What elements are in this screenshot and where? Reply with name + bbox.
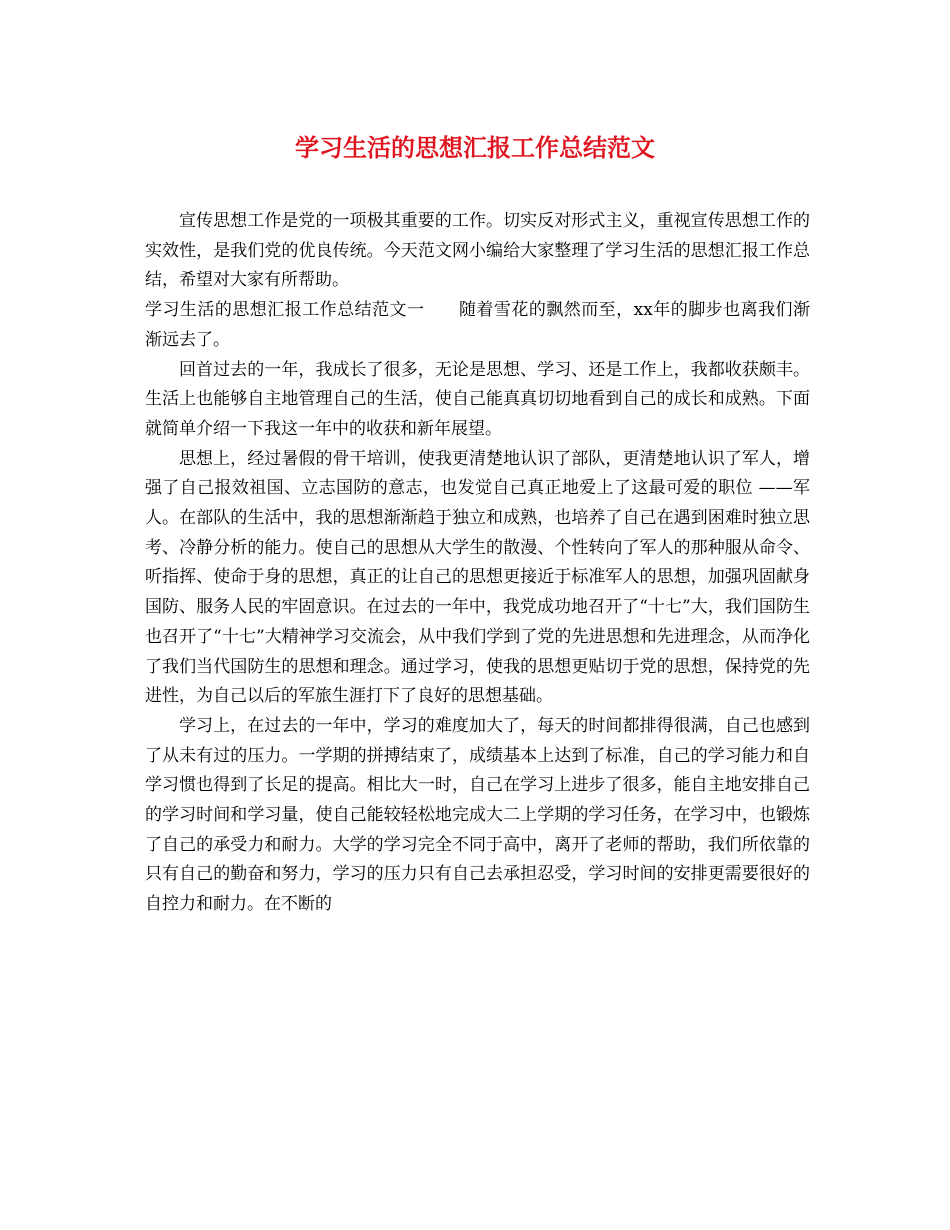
paragraph-review: 回首过去的一年，我成长了很多，无论是思想、学习、还是工作上，我都收获颇丰。生活上也能够自主地管理自己的生活，使自己能真真切切地看到自己的成长和成熟。下面就简单介绍一下我这一年中的收获和新年展望。: [145, 359, 810, 439]
paragraph-study: 学习上，在过去的一年中，学习的难度加大了，每天的时间都排得很满，自己也感到了从未有过的压力。一学期的拼搏结束了，成绩基本上达到了标准，自己的学习能力和自学习惯也得到了长足的提高。相比大一时，自己在学习上进步了很多，能自主地安排自己的学习时间和学习量，使自己能较轻松地完成大二上学期的学习任务，在学习中，也锻炼了自己的承受力和耐力。大学的学习完全不同于高中，离开了老师的帮助，我们所依靠的只有自己的勤奋和努力，学习的压力只有自己去承担忍受，学习时间的安排更需要很好的自控力和耐力。在不断的: [145, 715, 810, 915]
section-opening-text: 随着雪花的飘然而至，xx年的脚步也离我们渐渐远去了。: [145, 300, 810, 350]
paragraph-section-one: [145, 296, 810, 355]
document-title: 学习生活的思想汇报工作总结范文: [295, 133, 655, 162]
document-body: [145, 207, 810, 920]
paragraph-intro: 宣传思想工作是党的一项极其重要的工作。切实反对形式主义，重视宣传思想工作的实效性，是我们党的优良传统。今天范文网小编给大家整理了学习生活的思想汇报工作总结，希望对大家有所帮助。: [145, 211, 810, 291]
paragraph-thought: 思想上，经过暑假的骨干培训，使我更清楚地认识了部队，更清楚地认识了军人，增强了自己报效祖国、立志国防的意志，也发觉自己真正地爱上了这最可爱的职位 ——军人。在部队的生活中，我的思想渐渐趋于独立和成熟，也培养了自己在遇到困难时独立思考、冷静分析的能力。使自己的思想从大学生的散漫、个性转向了军人的那种服从命令、听指挥、使命于身的思想，真正的让自己的思想更接近于标准军人的思想，加强巩固献身国防、服务人民的牢固意识。在过去的一年中，我党成功地召开了“十七”大，我们国防生也召开了“十七”大精神学习交流会，从中我们学到了党的先进思想和先进理念，从而净化了我们当代国防生的思想和理念。通过学习，使我的思想更贴切于党的思想，保持党的先进性，为自己以后的军旅生涯打下了良好的思想基础。: [145, 448, 810, 707]
section-heading: 学习生活的思想汇报工作总结范文一: [145, 300, 425, 321]
